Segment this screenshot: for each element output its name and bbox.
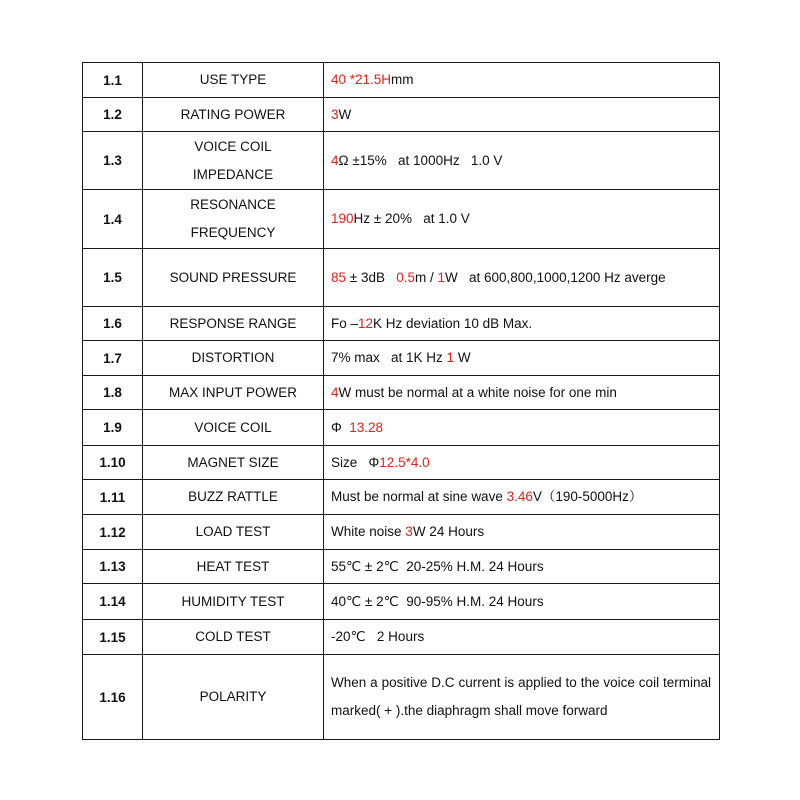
row-item: COLD TEST (143, 620, 324, 655)
value-highlight: 0.5 (396, 269, 415, 285)
row-value (324, 584, 720, 620)
row-item: BUZZ RATTLE (143, 480, 324, 515)
row-number: 1.6 (83, 307, 143, 341)
table-row (83, 249, 720, 307)
value-text: White noise (331, 524, 406, 539)
row-value (324, 410, 720, 446)
row-number: 1.8 (83, 376, 143, 410)
value-text: 55℃ ± 2℃ 20-25% H.M. 24 Hours (331, 558, 544, 574)
row-item: RESONANCE FREQUENCY (143, 190, 324, 249)
row-value (324, 190, 720, 249)
row-value (324, 307, 720, 341)
table-row (83, 515, 720, 550)
row-value (324, 480, 720, 515)
row-number: 1.11 (83, 480, 143, 515)
value-highlight: 85 (331, 269, 347, 285)
table-row (83, 63, 720, 98)
row-number: 1.15 (83, 620, 143, 655)
table-row (83, 620, 720, 655)
value-highlight: 4 (331, 384, 339, 400)
row-number: 1.13 (83, 550, 143, 584)
row-number: 1.5 (83, 249, 143, 307)
table-row (83, 480, 720, 515)
row-number: 1.1 (83, 63, 143, 98)
table-row (83, 584, 720, 620)
row-value (324, 515, 720, 550)
table-row (83, 190, 720, 249)
row-number: 1.4 (83, 190, 143, 249)
value-text: When a positive D.C current is applied to the voice coil terminal marked( + ).the diaphragm shall move forward (331, 675, 715, 718)
table-row (83, 410, 720, 446)
row-number: 1.14 (83, 584, 143, 620)
value-highlight: 13.28 (349, 419, 384, 435)
row-value (324, 376, 720, 410)
row-value (324, 98, 720, 132)
row-item: HEAT TEST (143, 550, 324, 584)
value-text: W 24 Hours (412, 524, 485, 539)
value-text: W at 600,800,1000,1200 Hz averge (445, 269, 666, 285)
value-text: Must be normal at sine wave (331, 489, 507, 504)
row-item: HUMIDITY TEST (143, 584, 324, 620)
row-value (324, 132, 720, 190)
value-text: V（190-5000Hz） (532, 489, 643, 504)
value-highlight: 1 (437, 269, 446, 285)
value-text: mm (391, 72, 414, 87)
row-item: DISTORTION (143, 341, 324, 376)
value-text: W (338, 106, 352, 122)
row-number: 1.12 (83, 515, 143, 550)
value-text: Fo – (331, 315, 359, 331)
value-highlight: 3 (331, 106, 339, 122)
value-text: 7% max at 1K Hz (331, 350, 447, 365)
row-item: RATING POWER (143, 98, 324, 132)
row-value (324, 249, 720, 307)
row-value (324, 341, 720, 376)
spec-table (82, 62, 720, 740)
table-row (83, 446, 720, 480)
value-text: 40℃ ± 2℃ 90-95% H.M. 24 Hours (331, 593, 544, 609)
row-item: LOAD TEST (143, 515, 324, 550)
row-item: POLARITY (143, 655, 324, 740)
row-number: 1.16 (83, 655, 143, 740)
table-row (83, 341, 720, 376)
value-highlight: 12.5*4.0 (379, 454, 430, 470)
row-number: 1.3 (83, 132, 143, 190)
value-highlight: 4 (331, 152, 339, 168)
value-highlight: 40 *21.5H (331, 72, 392, 87)
table-row (83, 132, 720, 190)
row-value (324, 620, 720, 655)
value-highlight: 3 (405, 524, 413, 539)
value-text: Hz ± 20% at 1.0 V (353, 211, 470, 226)
row-number: 1.9 (83, 410, 143, 446)
value-text: Φ (331, 419, 350, 435)
row-item: MAX INPUT POWER (143, 376, 324, 410)
value-text: Size Φ (331, 454, 380, 470)
row-item: SOUND PRESSURE (143, 249, 324, 307)
row-item: MAGNET SIZE (143, 446, 324, 480)
value-text: K Hz deviation 10 dB Max. (373, 315, 533, 331)
table-row (83, 376, 720, 410)
value-highlight: 3.46 (506, 489, 533, 504)
table-row (83, 655, 720, 740)
table-row (83, 307, 720, 341)
value-text: Ω ±15% at 1000Hz 1.0 V (338, 152, 503, 168)
value-highlight: 1 (446, 350, 455, 365)
value-highlight: 190 (331, 211, 354, 226)
row-value (324, 446, 720, 480)
row-item: USE TYPE (143, 63, 324, 98)
value-text: ± 3dB (346, 269, 397, 285)
row-value (324, 655, 720, 740)
row-number: 1.2 (83, 98, 143, 132)
row-item: RESPONSE RANGE (143, 307, 324, 341)
value-text: W must be normal at a white noise for one min (338, 384, 617, 400)
row-item: VOICE COIL (143, 410, 324, 446)
row-number: 1.10 (83, 446, 143, 480)
row-value (324, 63, 720, 98)
row-number: 1.7 (83, 341, 143, 376)
value-text: m / (415, 269, 438, 285)
value-text: W (454, 350, 471, 365)
value-highlight: 12 (358, 315, 374, 331)
table-row (83, 550, 720, 584)
table-row (83, 98, 720, 132)
value-text: -20℃ 2 Hours (331, 629, 425, 644)
row-value (324, 550, 720, 584)
row-item: VOICE COIL IMPEDANCE (143, 132, 324, 190)
